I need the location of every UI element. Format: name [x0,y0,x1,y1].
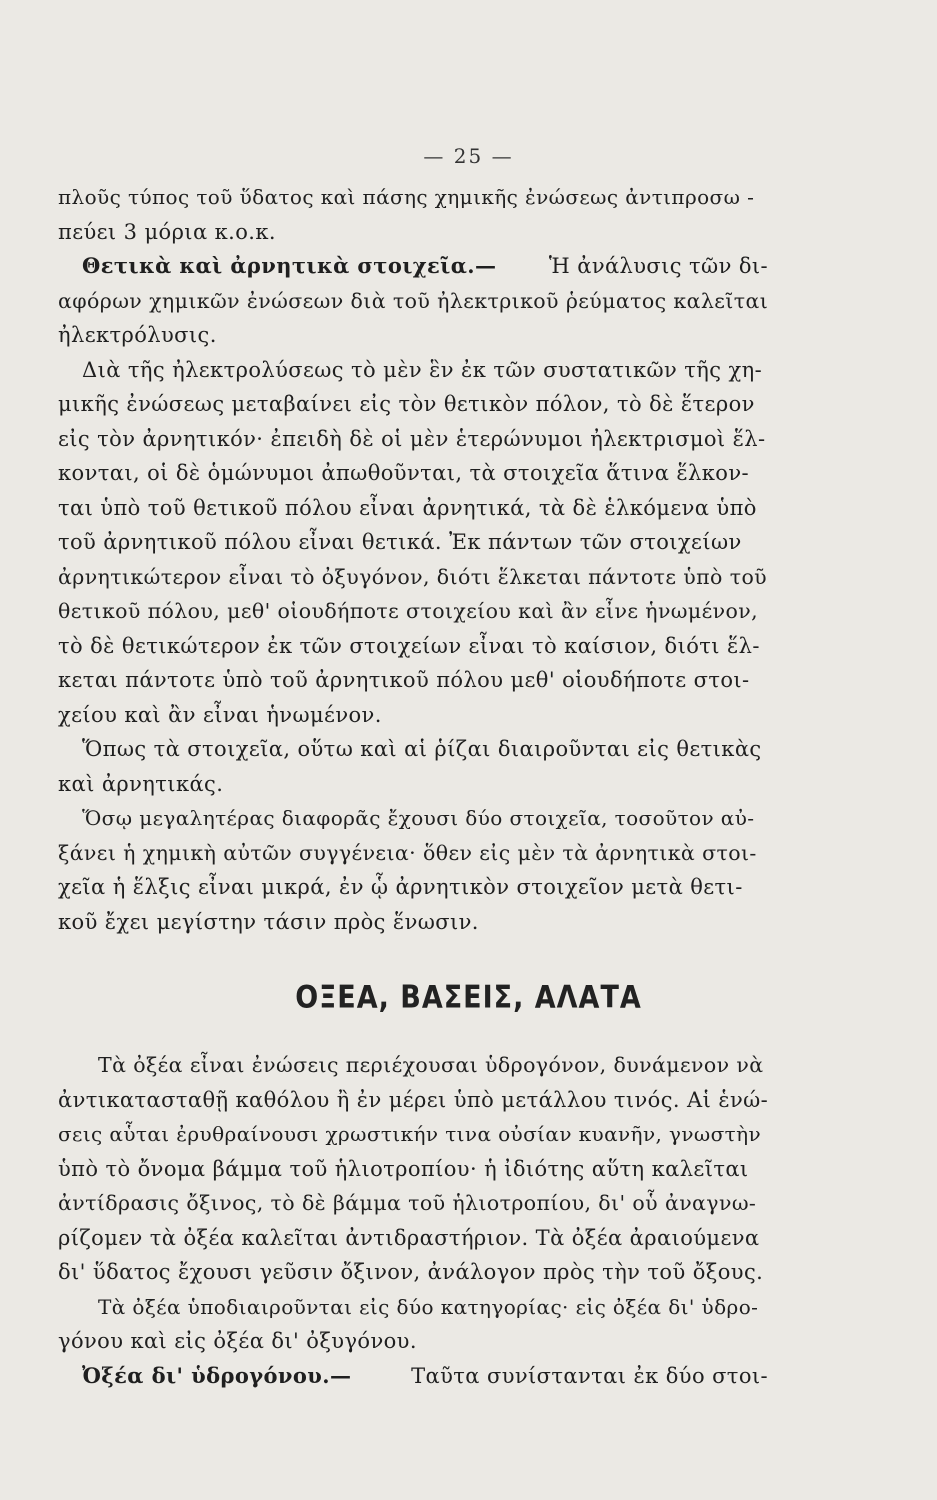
text-line: γόνου καὶ εἰς ὀξέα δι' ὀξυγόνου. [58,1329,417,1353]
text-line: Διὰ τῆς ἠλεκτρολύσεως τὸ μὲν ἓν ἐκ τῶν συστατικῶν τῆς χη- [82,357,763,382]
text-fragment: Ἡ ἀνάλυσις τῶν δι- [548,254,768,278]
text-line: ρίζομεν τὰ ὀξέα καλεῖται ἀντιδραστήριον. Τὰ ὀξέα ἀραιούμενα [58,1225,760,1250]
text-line: χείου καὶ ἂν εἶναι ἡνωμένον. [58,702,382,727]
text-line: σεις αὗται ἐρυθραίνουσι χρωστικήν τινα οὐσίαν κυανῆν, γνωστὴν [58,1122,762,1146]
text-line: αφόρων χημικῶν ἐνώσεων διὰ τοῦ ἠλεκτρικοῦ ῥεύματος καλεῖται [58,288,769,313]
page-number: — 25 — [423,144,514,168]
text-line [58,249,768,284]
section-1-body [58,180,768,939]
text-line: ται ὑπὸ τοῦ θετικοῦ πόλου εἶναι ἀρνητικά, τὰ δὲ ἑλκόμενα ὑπὸ [58,495,757,520]
text-line: ἀντίδρασις ὄξινος, τὸ δὲ βάμμα τοῦ ἡλιοτροπίου, δι' οὗ ἀναγνω- [58,1191,757,1215]
text-line [58,1359,768,1394]
text-line: θετικοῦ πόλου, μεθ' οἱουδήποτε στοιχείου καὶ ἂν εἶνε ἡνωμένον, [58,599,759,623]
text-line: Ὅσῳ μεγαλητέρας διαφορᾶς ἔχουσι δύο στοιχεῖα, τοσοῦτον αὐ- [82,806,755,830]
text-line: δι' ὕδατος ἔχουσι γεῦσιν ὄξινον, ἀνάλογον πρὸς τὴν τοῦ ὄξους. [58,1260,764,1284]
text-line: Τὰ ὀξέα ὑποδιαιροῦνται εἰς δύο κατηγορίας· εἰς ὀξέα δι' ὑδρο- [98,1294,759,1319]
chapter-heading: ΟΞΕΑ, ΒΑΣΕΙΣ, ΑΛΑΤΑ [295,979,642,1016]
text-line: Τὰ ὀξέα εἶναι ἐνώσεις περιέχουσαι ὑδρογόνον, δυνάμενον νὰ [98,1053,764,1077]
text-line: πεύει 3 μόρια κ.ο.κ. [58,219,276,244]
text-line: ἠλεκτρόλυσις. [58,323,217,347]
text-fragment: Ταῦτα συνίστανται ἐκ δύο στοι- [411,1363,768,1388]
text-line: ξάνει ἡ χημικὴ αὐτῶν συγγένεια· ὅθεν εἰς μὲν τὰ ἀρνητικὰ στοι- [58,840,757,865]
text-line: χεῖα ἡ ἕλξις εἶναι μικρά, ἐν ᾧ ἀρνητικὸν στοιχεῖον μετὰ θετι- [58,875,743,899]
section-2-body [58,1048,768,1393]
text-line: ὑπὸ τὸ ὄνομα βάμμα τοῦ ἡλιοτροπίου· ἡ ἰδιότης αὕτη καλεῖται [58,1156,749,1181]
text-line: τοῦ ἀρνητικοῦ πόλου εἶναι θετικά. Ἐκ πάντων τῶν στοιχείων [58,530,742,554]
subheading-positive-negative: Θετικὰ καὶ ἀρνητικὰ στοιχεῖα.— [82,253,497,278]
text-line: ἀντικατασταθῇ καθόλου ἢ ἐν μέρει ὑπὸ μετάλλου τινός. Αἱ ἑνώ- [58,1087,769,1112]
text-line: Ὅπως τὰ στοιχεῖα, οὕτω καὶ αἱ ῥίζαι διαιροῦνται εἰς θετικὰς [82,737,762,761]
text-line: τὸ δὲ θετικώτερον ἐκ τῶν στοιχείων εἶναι τὸ καίσιον, διότι ἕλ- [58,633,760,658]
text-line: κοῦ ἔχει μεγίστην τάσιν πρὸς ἕνωσιν. [58,909,479,934]
text-line: ἀρνητικώτερον εἶναι τὸ ὀξυγόνον, διότι ἕλκεται πάντοτε ὑπὸ τοῦ [58,564,768,589]
text-line: καὶ ἀρνητικάς. [58,771,224,796]
text-line: κονται, οἱ δὲ ὁμώνυμοι ἀπωθοῦνται, τὰ στοιχεῖα ἅτινα ἕλκον- [58,461,749,485]
text-line: εἰς τὸν ἀρνητικόν· ἐπειδὴ δὲ οἱ μὲν ἑτερώνυμοι ἠλεκτρισμοὶ ἕλ- [58,426,766,451]
text-line: πλοῦς τύπος τοῦ ὕδατος καὶ πάσης χημικῆς ἐνώσεως ἀντιπροσω - [58,185,755,209]
text-line: κεται πάντοτε ὑπὸ τοῦ ἀρνητικοῦ πόλου μεθ' οἱουδήποτε στοι- [58,668,750,692]
text-line: μικῆς ἐνώσεως μεταβαίνει εἰς τὸν θετικὸν πόλον, τὸ δὲ ἕτερον [58,392,755,416]
subheading-hydrogen-acids: Ὀξέα δι' ὑδρογόνου.— [82,1362,352,1388]
